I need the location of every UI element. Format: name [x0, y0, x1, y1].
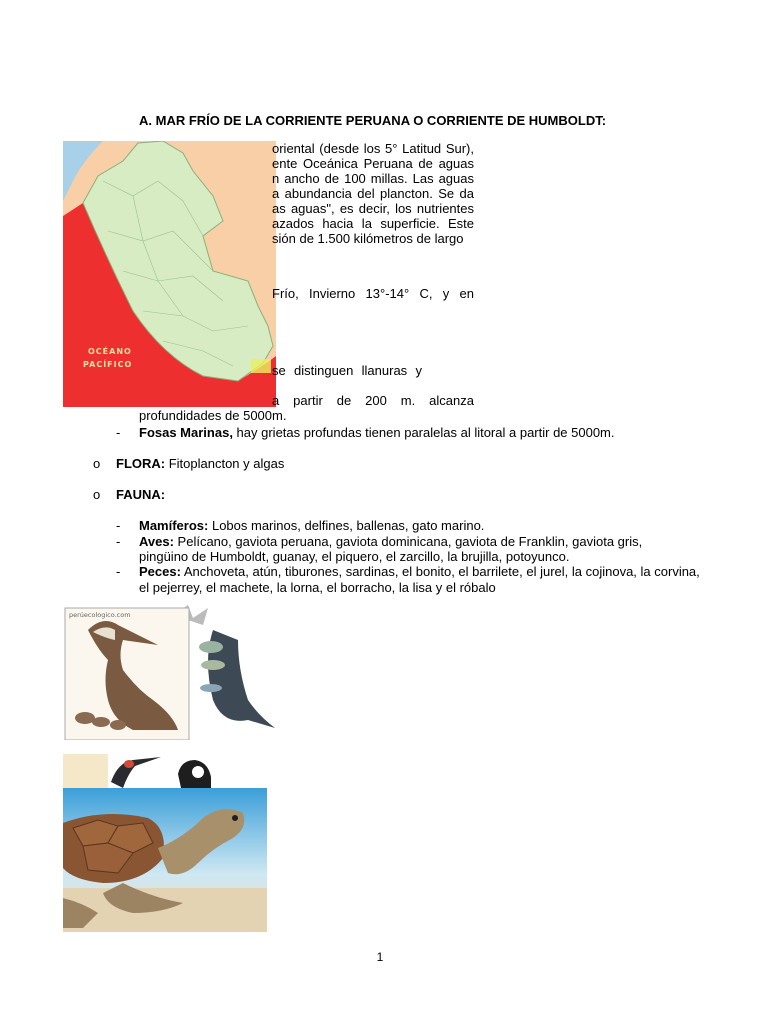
- temperature-line: Frío, Invierno 13°-14° C, y en: [272, 286, 474, 301]
- aves-continuation: pingüino de Humboldt, guanay, el piquero, el zarcillo, la brujilla, potoyunco.: [139, 549, 570, 564]
- ocean-label-1: OCÉANO: [88, 347, 132, 356]
- list-item-aves: Aves: Pelícano, gaviota peruana, gaviota dominicana, gaviota de Franklin, gaviota gris,: [139, 534, 643, 549]
- watermark-text: perúecologico.com: [69, 611, 131, 619]
- slope-continuation: profundidades de 5000m.: [139, 408, 287, 423]
- list-item-peces: Peces: Anchoveta, atún, tiburones, sardinas, el bonito, el barrilete, el jurel, la cojinova, la corvina,: [139, 564, 700, 579]
- list-dash: -: [116, 425, 121, 440]
- slope-line: a partir de 200 m. alcanza: [272, 393, 474, 408]
- section-heading: A. MAR FRÍO DE LA CORRIENTE PERUANA O CORRIENTE DE HUMBOLDT:: [139, 113, 607, 128]
- intro-line: as aguas", es decir, los nutrientes: [272, 201, 474, 216]
- fauna-collage-image: [63, 600, 278, 740]
- list-item-fauna: FAUNA:: [116, 487, 166, 502]
- peces-continuation: el pejerrey, el machete, la lorna, el borracho, la lisa y el róbalo: [139, 580, 496, 595]
- ocean-label-2: PACÍFICO: [83, 360, 133, 369]
- sea-turtle-image: [63, 788, 267, 932]
- list-dash: -: [116, 518, 121, 533]
- list-item-mamiferos: Mamíferos: Lobos marinos, delfines, ballenas, gato marino.: [139, 518, 485, 533]
- list-dash: -: [116, 534, 121, 549]
- peru-map-graphic: [63, 141, 276, 407]
- intro-line: oriental (desde los 5° Latitud Sur),: [272, 141, 474, 156]
- intro-line: ente Oceánica Peruana de aguas: [272, 156, 474, 171]
- birds-image: [63, 742, 225, 788]
- list-bullet: o: [93, 487, 101, 502]
- list-item-fosas: Fosas Marinas, hay grietas profundas tienen paralelas al litoral a partir de 5000m.: [139, 425, 615, 440]
- intro-line: n ancho de 100 millas. Las aguas: [272, 171, 474, 186]
- list-dash: -: [116, 564, 121, 579]
- peru-map: [63, 141, 276, 407]
- intro-line: a abundancia del plancton. Se da: [272, 186, 474, 201]
- list-item-flora: FLORA: Fitoplancton y algas: [116, 456, 285, 471]
- relief-line: se distinguen llanuras y: [272, 363, 422, 378]
- intro-line: sión de 1.500 kilómetros de largo: [272, 231, 464, 246]
- intro-line: azados hacia la superficie. Este: [272, 216, 474, 231]
- list-bullet: o: [93, 456, 101, 471]
- page-number: 1: [376, 950, 384, 964]
